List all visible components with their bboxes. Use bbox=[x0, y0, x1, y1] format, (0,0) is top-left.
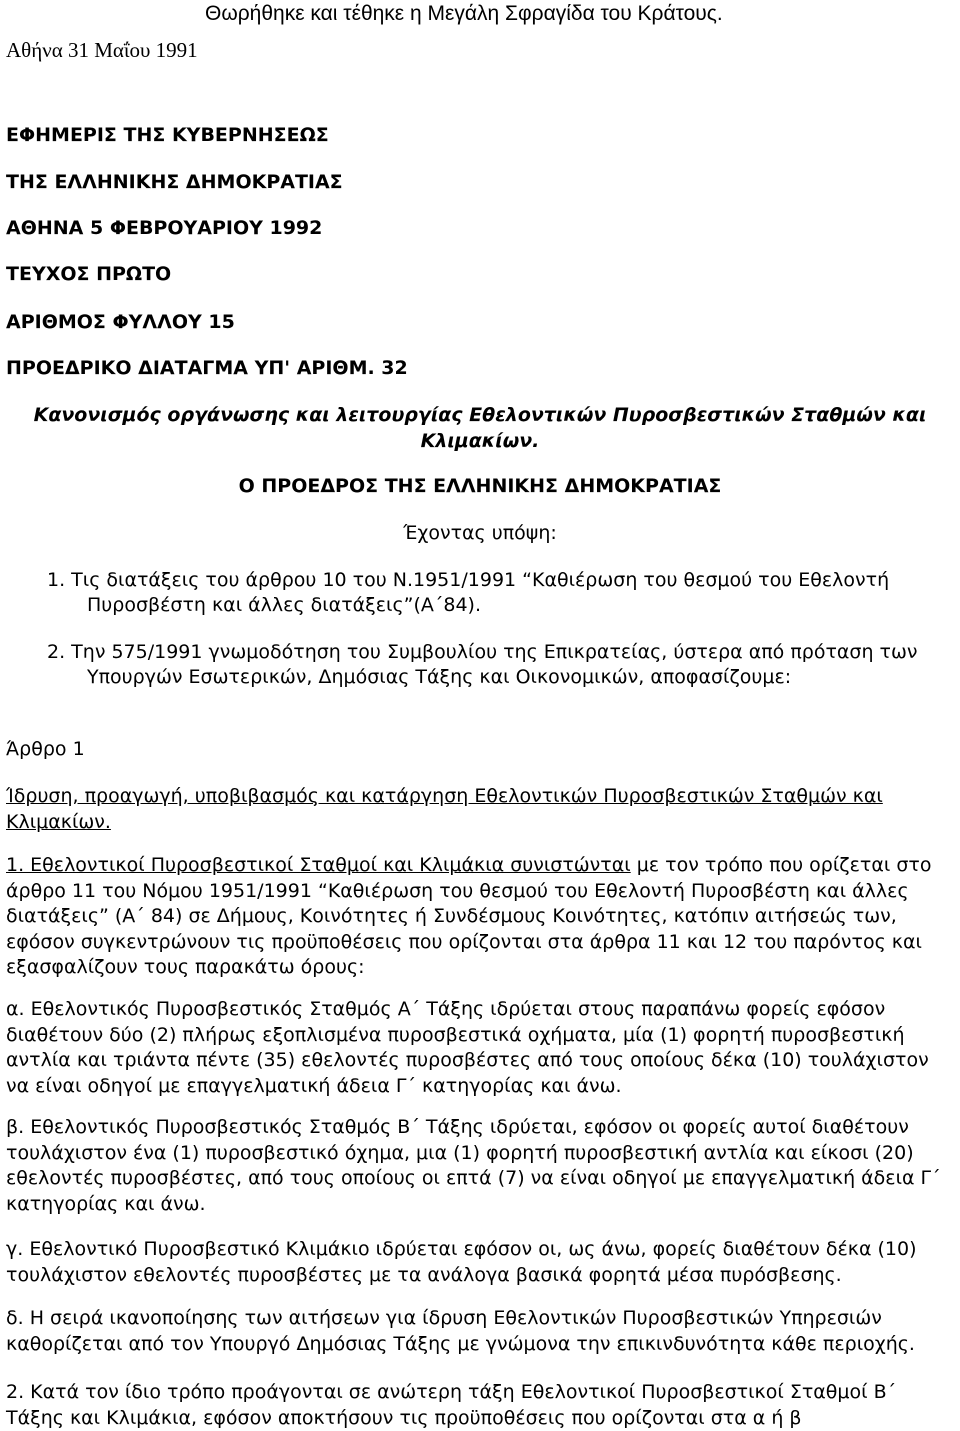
paragraph-c: γ. Εθελοντικό Πυροσβεστικό Κλιμάκιο ιδρύεται εφόσον οι, ως άνω, φορείς διαθέτουν δέκα (10) τουλάχιστον εθελοντές πυροσβέστες με τα ανάλογα βασικά φορητά μέσα πυρόσβεσης. bbox=[6, 1238, 917, 1286]
paragraph-1-underlined: 1. Εθελοντικοί Πυροσβεστικοί Σταθμοί και Κλιμάκια συνιστώνται bbox=[6, 854, 631, 876]
gazette-issue: ΤΕΥΧΟΣ ΠΡΩΤΟ bbox=[6, 263, 172, 285]
paragraph-1-text: με τον τρόπο που ορίζεται στο άρθρο 11 του Νόμου 1951/1991 “Καθιέρωση του θεσμού του Εθελοντή Πυροσβέστη και άλλες διατάξεις” (Α΄ 84) σε Δήμους, Κοινότητες ή Συνδέσμους Κοινότητες, κατόπιν αιτήσεώς των, εφόσον συγκεντρώνουν τις προϋποθέσεις που ορίζονται στα άρθρα 11 και 12 του παρόντος και εξασφαλίζουν τους παρακάτω όρους: bbox=[6, 854, 932, 978]
consideration-1-line2: Πυροσβέστη και άλλες διατάξεις”(Α΄84). bbox=[87, 594, 481, 616]
paragraph-2: 2. Κατά τον ίδιο τρόπο προάγονται σε ανώτερη τάξη Εθελοντικοί Πυροσβεστικοί Σταθμοί Β΄ Τάξης και Κλιμάκια, εφόσον αποκτήσουν τις προϋποθέσεις που ορίζονται στα α ή β bbox=[6, 1381, 897, 1429]
sealed-line: Θωρήθηκε και τέθηκε η Μεγάλη Σφραγίδα του Κράτους. bbox=[205, 2, 723, 25]
article-heading: Άρθρο 1 bbox=[6, 738, 85, 760]
gazette-republic: ΤΗΣ ΕΛΛΗΝΙΚΗΣ ΔΗΜΟΚΡΑΤΙΑΣ bbox=[6, 171, 343, 193]
paragraph-a: α. Εθελοντικός Πυροσβεστικός Σταθμός Α΄ Τάξης ιδρύεται στους παραπάνω φορείς εφόσον διαθέτουν δύο (2) πλήρως εξοπλισμένα πυροσβεστικά οχήματα, μία (1) φορητή πυροσβεστική αντλία και τριάντα πέντε (35) εθελοντές πυροσβέστες από τους οποίους δέκα (10) τουλάχιστον να είναι οδηγοί με επαγγελματική άδεια Γ΄ κατηγορίας και άνω. bbox=[6, 998, 929, 1097]
paragraph-b: β. Εθελοντικός Πυροσβεστικός Σταθμός Β΄ Τάξης ιδρύεται, εφόσον οι φορείς αυτοί διαθέτουν τουλάχιστον ένα (1) πυροσβεστικό όχημα, μια (1) φορητή πυροσβεστική αντλία και είκοσι (20) εθελοντές πυροσβέστες, από τους οποίους οι επτά (7) να είναι οδηγοί με επαγγελματική άδεια Γ΄ κατηγορίας και άνω. bbox=[6, 1116, 941, 1215]
consideration-1-line1: 1. Τις διατάξεις του άρθρου 10 του Ν.1951/1991 “Καθιέρωση του θεσμού του Εθελοντή bbox=[47, 569, 890, 591]
president-heading: Ο ΠΡΟΕΔΡΟΣ ΤΗΣ ΕΛΛΗΝΙΚΗΣ ΔΗΜΟΚΡΑΤΙΑΣ bbox=[238, 475, 722, 497]
article-paragraph-1 bbox=[6, 853, 956, 981]
consideration-2-line2: Υπουργών Εσωτερικών, Δημόσιας Τάξης και Οικονομικών, αποφασίζουμε: bbox=[87, 666, 792, 688]
paragraph-d: δ. Η σειρά ικανοποίησης των αιτήσεων για ίδρυση Εθελοντικών Πυροσβεστικών Υπηρεσιών καθορίζεται από τον Υπουργό Δημόσιας Τάξης με γνώμονα την επικινδυνότητα κάθε περιοχής. bbox=[6, 1307, 915, 1355]
decree-title-line1: Κανονισμός οργάνωσης και λειτουργίας Εθελοντικών Πυροσβεστικών Σταθμών και bbox=[33, 404, 927, 426]
gazette-title: ΕΦΗΜΕΡΙΣ ΤΗΣ ΚΥΒΕΡΝΗΣΕΩΣ bbox=[6, 124, 329, 146]
gazette-sheet-number: ΑΡΙΘΜΟΣ ΦΥΛΛΟΥ 15 bbox=[6, 311, 235, 333]
article-subtitle: Ίδρυση, προαγωγή, υποβιβασμός και κατάργηση Εθελοντικών Πυροσβεστικών Σταθμών και Κλιμακίων. bbox=[6, 785, 883, 833]
having-regard: Έχοντας υπόψη: bbox=[403, 522, 557, 544]
decree-title-line2: Κλιμακίων. bbox=[420, 430, 540, 452]
date-line: Αθήνα 31 Μαΐου 1991 bbox=[6, 38, 198, 62]
gazette-date: ΑΘΗΝΑ 5 ΦΕΒΡΟΥΑΡΙΟΥ 1992 bbox=[6, 217, 323, 239]
decree-number: ΠΡΟΕΔΡΙΚΟ ΔΙΑΤΑΓΜΑ ΥΠ' ΑΡΙΘΜ. 32 bbox=[6, 357, 408, 379]
consideration-2-line1: 2. Την 575/1991 γνωμοδότηση του Συμβουλίου της Επικρατείας, ύστερα από πρόταση των bbox=[47, 641, 918, 663]
